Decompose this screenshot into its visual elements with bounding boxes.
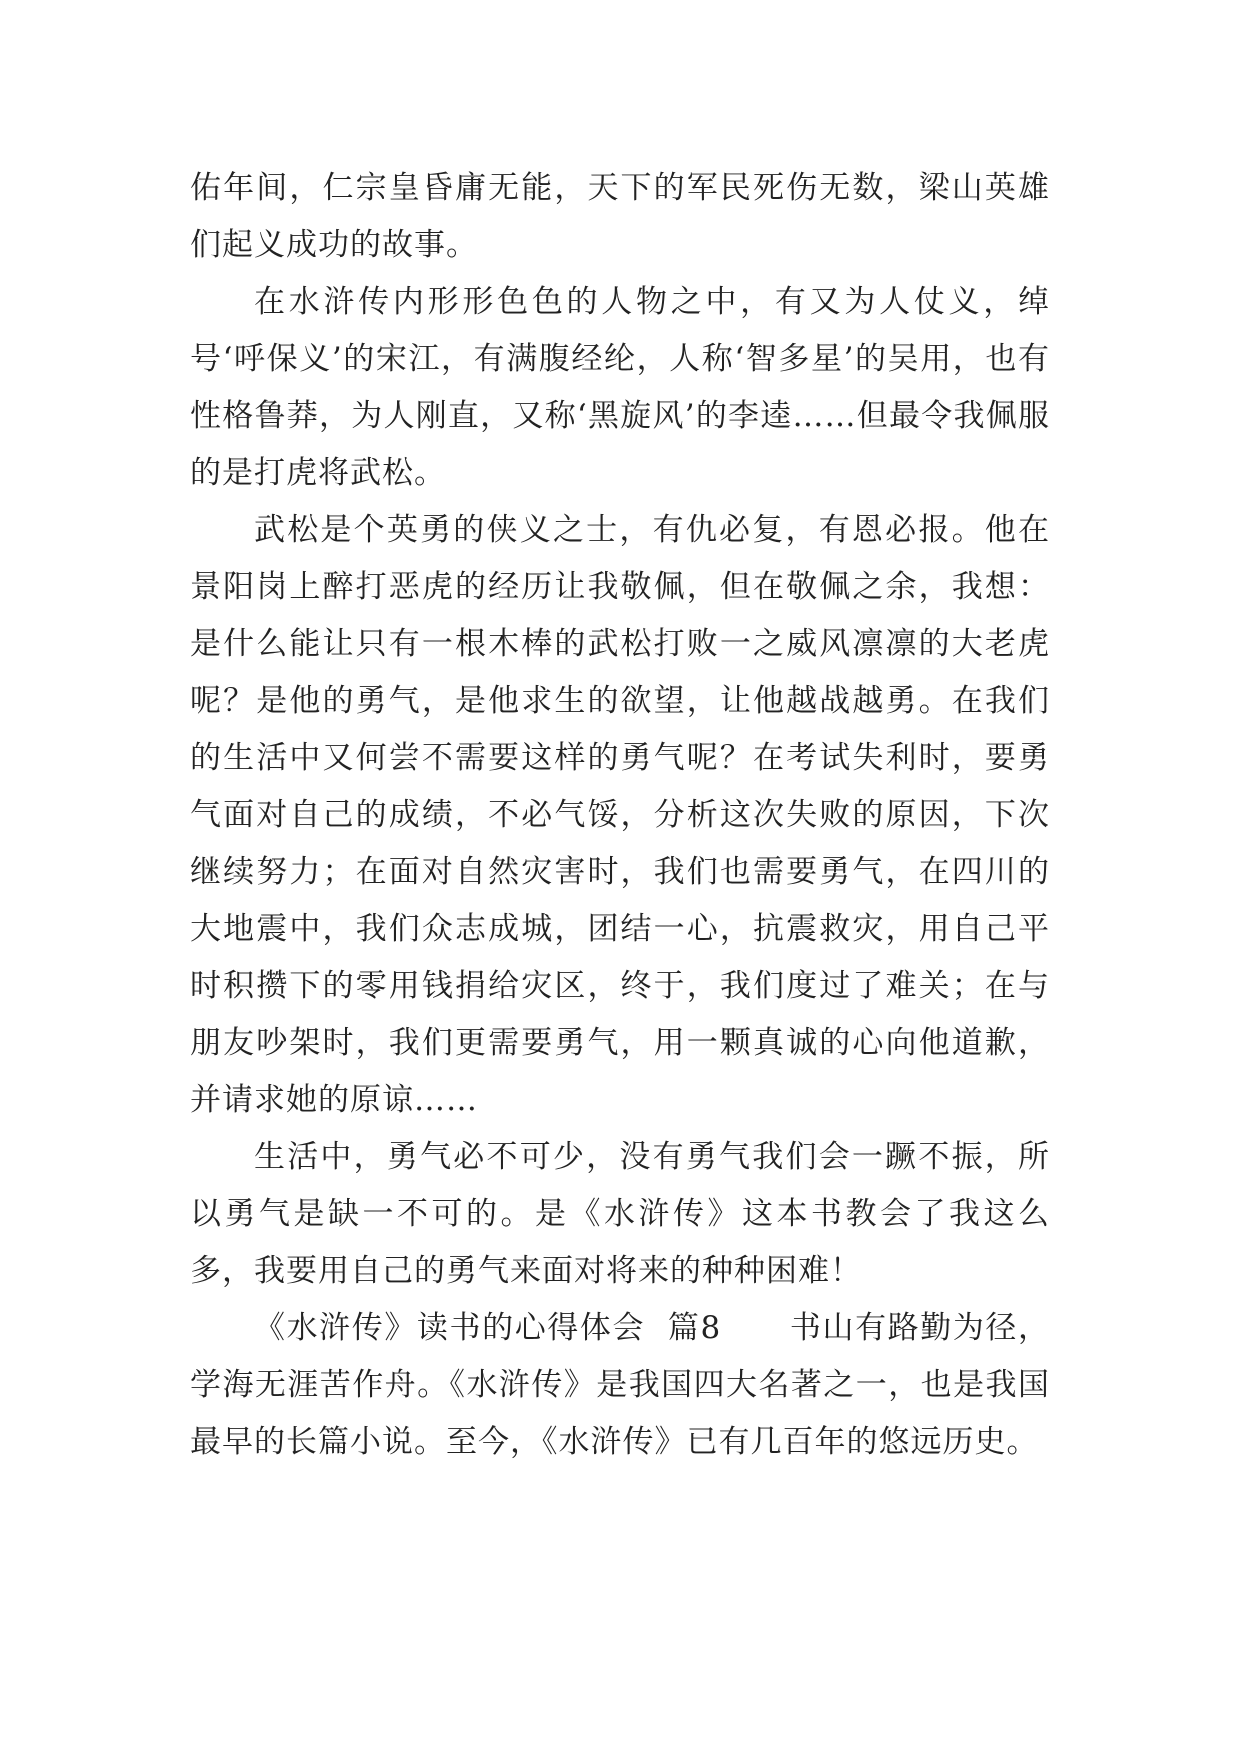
paragraph-2: 在水浒传内形形色色的人物之中，有又为人仗义，绰号‘呼保义’的宋江，有满腹经纶，人称‘智多星’的吴用，也有性格鲁莽，为人刚直，又称‘黑旋风’的李逵……但最令我佩服的是打虎将武松。: [190, 284, 1050, 491]
paragraph-3: 武松是个英勇的侠义之士，有仇必复，有恩必报。他在景阳岗上醉打恶虎的经历让我敬佩，但在敬佩之余，我想：是什么能让只有一根木棒的武松打败一之威风凛凛的大老虎呢？是他的勇气，是他求生的欲望，让他越战越勇。在我们的生活中又何尝不需要这样的勇气呢？在考试失利时，要勇气面对自己的成绩，不必气馁，分析这次失败的原因，下次继续努力；在面对自然灾害时，我们也需要勇气，在四川的大地震中，我们众志成城，团结一心，抗震救灾，用自己平时积攒下的零用钱捐给灾区，终于，我们度过了难关；在与朋友吵架时，我们更需要勇气，用一颗真诚的心向他道歉，并请求她的原谅……: [190, 512, 1050, 1118]
section-heading: 《水浒传》读书的心得体会 篇8: [254, 1310, 722, 1346]
paragraph-1: 佑年间，仁宗皇昏庸无能，天下的军民死伤无数，梁山英雄们起义成功的故事。: [190, 170, 1050, 263]
paragraph-4: 生活中，勇气必不可少，没有勇气我们会一蹶不振，所以勇气是缺一不可的。是《水浒传》这本书教会了我这么多，我要用自己的勇气来面对将来的种种困难！: [190, 1139, 1050, 1289]
section-text: 书山有路勤为径，学海无涯苦作舟。《水浒传》是我国四大名著之一，也是我国最早的长篇小说。至今，《水浒传》已有几百年的悠远历史。: [190, 1310, 1051, 1460]
section-paragraph: [190, 1300, 1050, 1471]
document-body: [190, 160, 1050, 1471]
heading-gap: [721, 1310, 790, 1346]
